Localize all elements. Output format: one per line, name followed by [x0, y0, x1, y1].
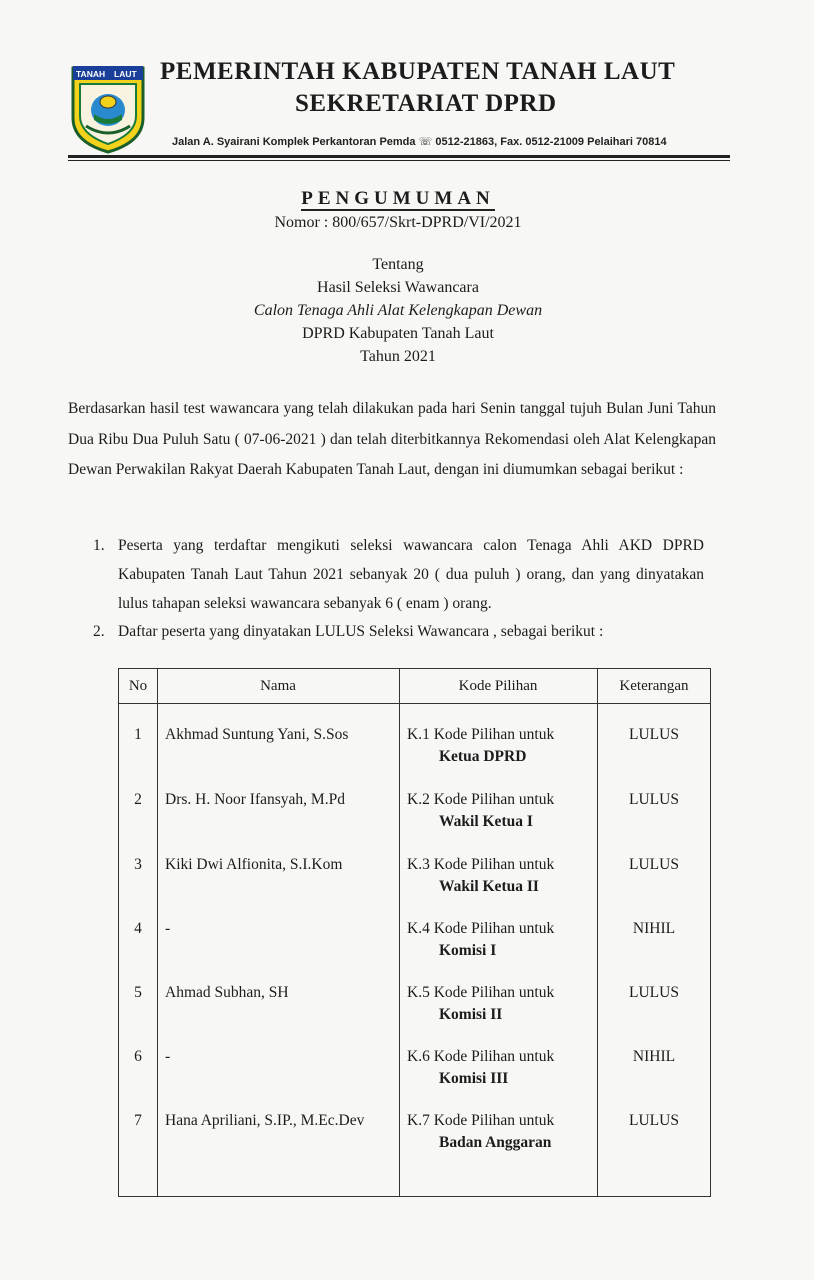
cell-keterangan: LULUS [629, 791, 679, 808]
logo-banner-right: LAUT [114, 69, 137, 79]
cell-keterangan: LULUS [629, 856, 679, 873]
table-header-divider [119, 703, 710, 704]
cell-no: 2 [134, 791, 142, 808]
cell-nama: Akhmad Suntung Yani, S.Sos [165, 726, 349, 743]
letterhead-rule-thin [68, 160, 730, 161]
announcement-heading-text: PENGUMUMAN [301, 188, 495, 209]
column-header-kode: Kode Pilihan [458, 678, 538, 694]
cell-kode: K.5 Kode Pilihan untuk [407, 984, 555, 1001]
column-header-no: No [128, 678, 148, 694]
cell-kode-target: Wakil Ketua I [439, 813, 533, 830]
logo-banner-left: TANAH [76, 69, 106, 79]
cell-kode: K.6 Kode Pilihan untuk [407, 1048, 555, 1065]
subject-title: Hasil Seleksi Wawancara [317, 279, 479, 296]
cell-kode: K.7 Kode Pilihan untuk [407, 1112, 555, 1129]
regency-emblem-logo [70, 62, 146, 154]
subject-institution: DPRD Kabupaten Tanah Laut [302, 325, 494, 342]
cell-no: 5 [134, 984, 142, 1001]
column-header-nama: Nama [260, 678, 296, 694]
point-number: 1. [93, 537, 105, 554]
cell-kode-target: Ketua DPRD [439, 748, 527, 765]
point-number: 2. [93, 623, 105, 640]
cell-no: 7 [134, 1112, 142, 1129]
subject-tentang: Tentang [372, 256, 424, 273]
cell-kode-target: Wakil Ketua II [439, 878, 539, 895]
cell-nama: Kiki Dwi Alfionita, S.I.Kom [165, 856, 343, 873]
subject-position: Calon Tenaga Ahli Alat Kelengkapan Dewan [253, 302, 543, 319]
letterhead-address [172, 135, 667, 148]
announcement-number: Nomor : 800/657/Skrt-DPRD/VI/2021 [274, 214, 522, 231]
cell-nama: Ahmad Subhan, SH [165, 984, 289, 1001]
cell-kode-target: Komisi III [439, 1070, 509, 1087]
cell-keterangan: LULUS [629, 726, 679, 743]
cell-kode: K.1 Kode Pilihan untuk [407, 726, 555, 743]
results-table [118, 668, 711, 1197]
column-header-keterangan: Keterangan [619, 678, 689, 694]
telephone-icon: ☏ [418, 136, 433, 148]
letterhead-secretariat-title: SEKRETARIAT DPRD [295, 90, 557, 117]
cell-keterangan: LULUS [629, 1112, 679, 1129]
address-suffix: 0512-21863, Fax. 0512-21009 Pelaihari 70814 [435, 136, 667, 148]
cell-keterangan: LULUS [629, 984, 679, 1001]
point-text: Peserta yang terdaftar mengikuti seleksi wawancara calon Tenaga Ahli AKD DPRD Kabupaten Tanah Laut Tahun 2021 sebanyak 20 ( dua puluh ) orang, dan yang dinyatakan lulus tahapan seleksi wawancara sebanyak 6 ( enam ) orang. [118, 537, 704, 612]
cell-no: 1 [134, 726, 142, 743]
subject-year: Tahun 2021 [360, 348, 436, 365]
announcement-heading [0, 188, 796, 210]
intro-paragraph: Berdasarkan hasil test wawancara yang telah dilakukan pada hari Senin tanggal tujuh Bulan Juni Tahun Dua Ribu Dua Puluh Satu ( 07-06-2021 ) dan telah diterbitkannya Rekomendasi oleh Alat Kelengkapan Dewan Perwakilan Rakyat Daerah Kabupaten Tanah Laut, dengan ini diumumkan sebagai berikut : [68, 400, 716, 478]
cell-kode-target: Komisi I [439, 942, 497, 959]
cell-kode-target: Badan Anggaran [439, 1134, 552, 1151]
cell-kode: K.4 Kode Pilihan untuk [407, 920, 555, 937]
cell-kode: K.2 Kode Pilihan untuk [407, 791, 555, 808]
point-text: Daftar peserta yang dinyatakan LULUS Seleksi Wawancara , sebagai berikut : [118, 623, 604, 640]
cell-kode-target: Komisi II [439, 1006, 503, 1023]
cell-no: 6 [134, 1048, 142, 1065]
table-divider [399, 669, 400, 1196]
cell-nama: - [165, 1048, 171, 1065]
cell-keterangan: NIHIL [632, 920, 676, 937]
cell-no: 4 [134, 920, 142, 937]
cell-kode: K.3 Kode Pilihan untuk [407, 856, 555, 873]
cell-nama: Drs. H. Noor Ifansyah, M.Pd [165, 791, 345, 808]
cell-nama: Hana Apriliani, S.IP., M.Ec.Dev [165, 1112, 365, 1129]
address-prefix: Jalan A. Syairani Komplek Perkantoran Pemda [172, 136, 416, 148]
cell-nama: - [165, 920, 171, 937]
letterhead-government-title: PEMERINTAH KABUPATEN TANAH LAUT [160, 58, 676, 85]
letterhead-rule-thick [68, 155, 730, 158]
cell-keterangan: NIHIL [632, 1048, 676, 1065]
cell-no: 3 [134, 856, 142, 873]
table-divider [157, 669, 158, 1196]
